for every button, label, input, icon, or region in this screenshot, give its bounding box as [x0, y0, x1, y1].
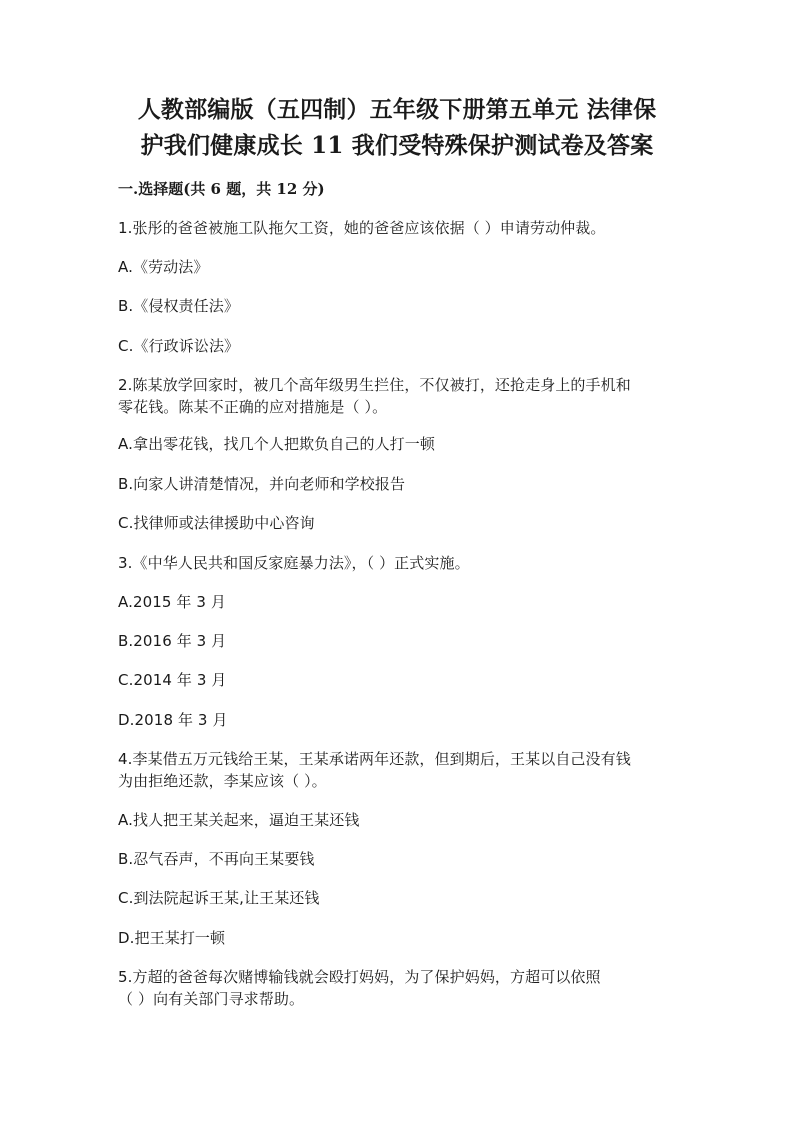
question-5-stem-line-1: 5.方超的爸爸每次赌博输钱就会殴打妈妈，为了保护妈妈，方超可以依照	[118, 968, 601, 986]
question-2-option-c: C.找律师或法律援助中心咨询	[118, 514, 315, 532]
question-2-option-a: A.拿出零花钱，找几个人把欺负自己的人打一顿	[118, 435, 435, 453]
question-3-stem: 3.《中华人民共和国反家庭暴力法》，（ ）正式实施。	[118, 554, 470, 572]
question-4-option-a: A.找人把王某关起来，逼迫王某还钱	[118, 811, 360, 829]
question-1-stem: 1.张彤的爸爸被施工队拖欠工资，她的爸爸应该依据（ ）申请劳动仲裁。	[118, 219, 606, 237]
question-3-option-c: C.2014 年 3 月	[118, 671, 227, 689]
question-1-option-c: C.《行政诉讼法》	[118, 337, 240, 355]
title-line-1: 人教部编版（五四制）五年级下册第五单元 法律保	[137, 96, 657, 123]
section-heading: 一.选择题(共 6 题，共 12 分)	[118, 180, 325, 198]
question-3-option-a: A.2015 年 3 月	[118, 593, 226, 611]
question-1-option-a: A.《劳动法》	[118, 258, 209, 276]
question-3-option-b: B.2016 年 3 月	[118, 632, 227, 650]
question-2-stem-line-1: 2.陈某放学回家时，被几个高年级男生拦住，不仅被打，还抢走身上的手机和	[118, 376, 631, 394]
question-4-stem-line-1: 4.李某借五万元钱给王某，王某承诺两年还款，但到期后，王某以自己没有钱	[118, 750, 631, 768]
question-3-option-d: D.2018 年 3 月	[118, 711, 228, 729]
question-5-stem-line-2: （ ）向有关部门寻求帮助。	[118, 990, 305, 1008]
question-4-option-b: B.忍气吞声，不再向王某要钱	[118, 850, 315, 868]
title-line-2: 护我们健康成长 11 我们受特殊保护测试卷及答案	[140, 132, 654, 159]
question-1-option-b: B.《侵权责任法》	[118, 297, 239, 315]
document-title	[117, 92, 677, 164]
question-2-stem-line-2: 零花钱。陈某不正确的应对措施是（ ）。	[118, 398, 388, 416]
question-2-option-b: B.向家人讲清楚情况，并向老师和学校报告	[118, 475, 406, 493]
question-4-option-d: D.把王某打一顿	[118, 929, 226, 947]
question-4-option-c: C.到法院起诉王某,让王某还钱	[118, 889, 320, 907]
question-4-stem-line-2: 为由拒绝还款，李某应该（ ）。	[118, 772, 327, 790]
